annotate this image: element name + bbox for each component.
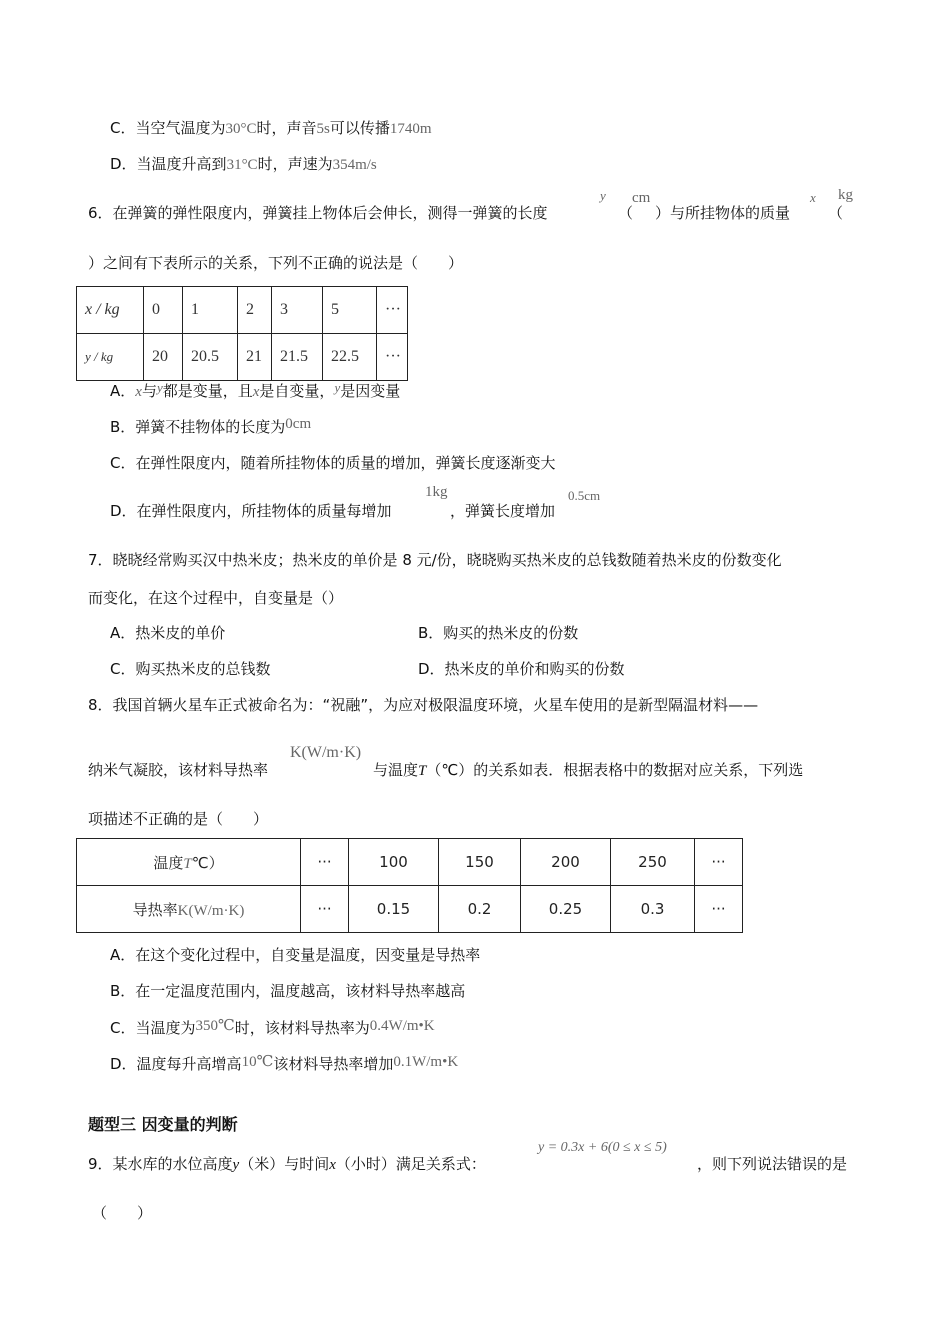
q8-stem-line1: 8．我国首辆火星车正式被命名为：“祝融”，为应对极限温度环境，火星车使用的是新型隔温材料——: [88, 696, 759, 714]
q5-option-d: D．当温度升高到31°C时，声速为354m/s: [110, 155, 377, 173]
q6-stem-line2: ）之间有下表所示的关系，下列不正确的说法是（ ）: [88, 254, 464, 272]
q8-option-a: A．在这个变化过程中，自变量是温度，因变量是导热率: [110, 946, 481, 964]
q6-option-a: A．x与y都是变量，且x是自变量，y是因变量: [110, 380, 401, 400]
table-row: 温度T℃） ··· 100 150 200 250 ···: [77, 839, 743, 886]
table-row: 导热率K(W/m·K) ··· 0.15 0.2 0.25 0.3 ···: [77, 886, 743, 933]
q6-option-b: B．弹簧不挂物体的长度为0cm: [110, 416, 312, 436]
q6-stem-line1: 6．在弹簧的弹性限度内，弹簧挂上物体后会伸长，测得一弹簧的长度: [88, 204, 548, 222]
table-row: x / kg 0 1 2 3 5 ···: [77, 287, 408, 334]
q7-stem-line2: 而变化，在这个过程中，自变量是（）: [88, 589, 344, 607]
q6-table: [76, 286, 408, 381]
q5-option-c: C．当空气温度为30°C时，声音5s可以传播1740m: [110, 119, 432, 137]
q7-option-c: C．购买热米皮的总钱数: [110, 660, 271, 678]
q9-formula: y = 0.3x + 6(0 ≤ x ≤ 5): [538, 1140, 667, 1155]
q7-option-d: D．热米皮的单价和购买的份数: [418, 660, 625, 678]
q8-table: [76, 838, 743, 933]
q8-stem-line2: 纳米气凝胶，该材料导热率: [88, 761, 269, 779]
q8-stem-line2b: 与温度T（℃）的关系如表．根据表格中的数据对应关系，下列选: [373, 761, 804, 779]
temp-value: 30°C: [225, 121, 257, 137]
q7-stem-line1: 7．晓晓经常购买汉中热米皮；热米皮的单价是 8 元/份，晓晓购买热米皮的总钱数随着热米皮的份数变化: [88, 551, 782, 569]
q8-option-d: D．温度每升高增高10℃该材料导热率增加0.1W/m•K: [110, 1054, 459, 1073]
q8-option-b: B．在一定温度范围内，温度越高，该材料导热率越高: [110, 982, 466, 1000]
q7-option-a: A．热米皮的单价: [110, 624, 226, 642]
q6-option-c: C．在弹性限度内，随着所挂物体的质量的增加，弹簧长度逐渐变大: [110, 454, 556, 472]
q9-stem-line2: （ ）: [92, 1204, 153, 1222]
q6-option-d: D．在弹性限度内，所挂物体的质量每增加: [110, 502, 392, 520]
q8-stem-line3: 项描述不正确的是（ ）: [88, 810, 269, 828]
q7-option-b: B．购买的热米皮的份数: [418, 624, 579, 642]
q8-option-c: C．当温度为350℃时，该材料导热率为0.4W/m•K: [110, 1018, 435, 1037]
q9-stem-line1: 9．某水库的水位高度y（米）与时间x（小时）满足关系式：: [88, 1155, 486, 1173]
table-row: y / kg 20 20.5 21 21.5 22.5 ···: [77, 334, 408, 381]
section-heading: 题型三 因变量的判断: [88, 1115, 238, 1134]
